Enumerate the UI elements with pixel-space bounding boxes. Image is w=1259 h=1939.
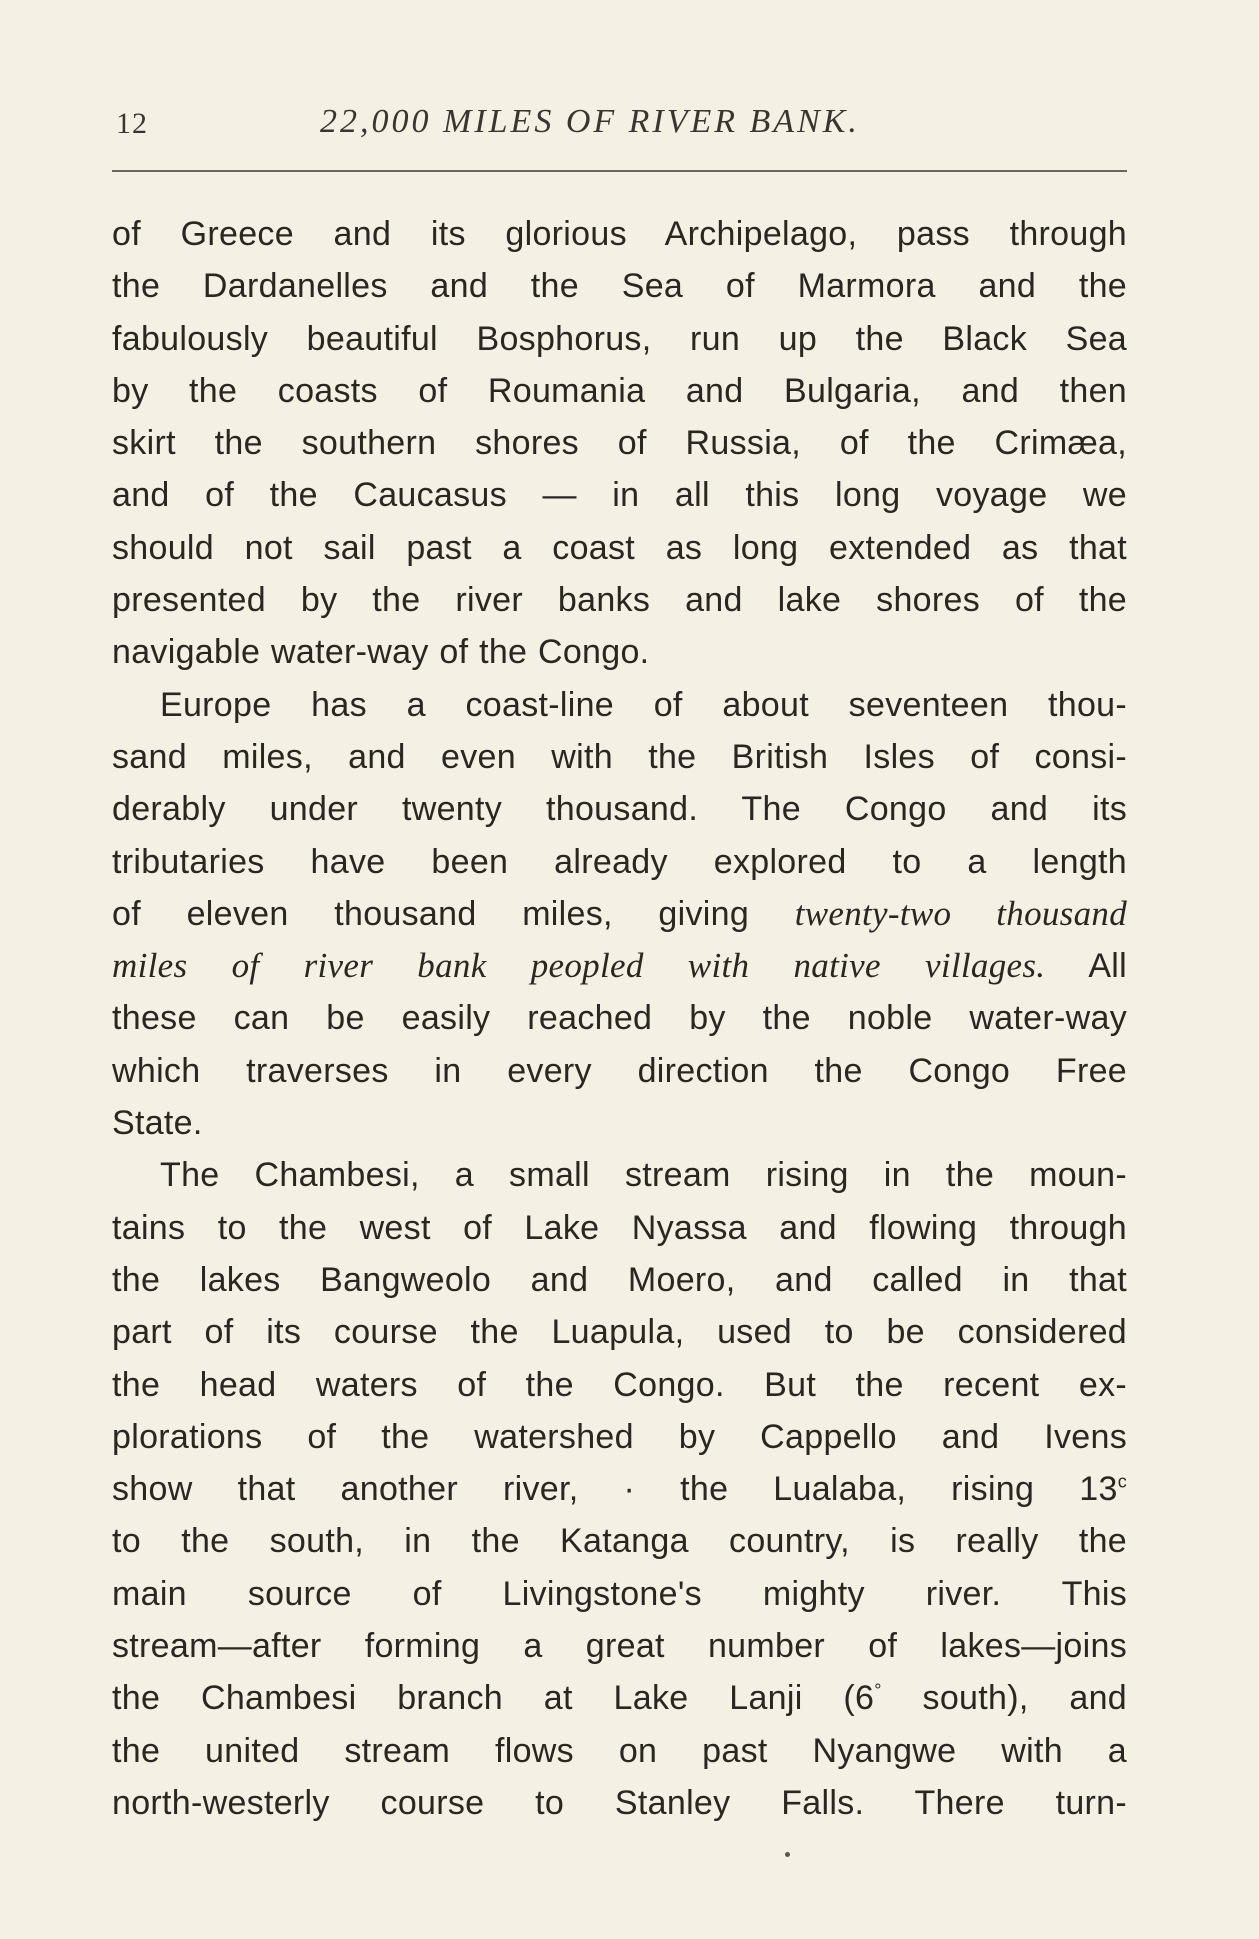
text-segment: the Chambesi branch at Lake Lanji (6 — [112, 1679, 875, 1718]
text-line: Europe has a coast-line of about seventeen thou- — [160, 685, 1127, 724]
text-line: navigable water-way of the Congo. — [112, 633, 650, 672]
text-line: main source of Livingstone's mighty river. This — [112, 1574, 1127, 1613]
text-segment: All — [1088, 947, 1127, 986]
text-line — [112, 1672, 1127, 1724]
degree-mark: c — [1117, 1471, 1127, 1492]
page-number: 12 — [116, 107, 148, 140]
text-line: skirt the southern shores of Russia, of the Crimæa, — [112, 424, 1127, 463]
text-line: these can be easily reached by the noble water-way — [112, 999, 1127, 1038]
text-line: to the south, in the Katanga country, is really the — [112, 1522, 1127, 1561]
text-line: stream—after forming a great number of lakes—joins — [112, 1627, 1127, 1666]
text-line: the lakes Bangweolo and Moero, and called in that — [112, 1260, 1127, 1299]
text-line: of Greece and its glorious Archipelago, pass through — [112, 215, 1127, 253]
printer-mark — [785, 1852, 790, 1857]
body-text — [112, 208, 1127, 1829]
text-line — [112, 888, 1127, 940]
text-line: plorations of the watershed by Cappello and Ivens — [112, 1417, 1127, 1456]
text-line: and of the Caucasus — in all this long voyage we — [112, 476, 1127, 515]
text-line: the united stream flows on past Nyangwe with a — [112, 1731, 1127, 1770]
text-line: north-westerly course to Stanley Falls. There turn- — [112, 1783, 1127, 1822]
text-segment: of eleven thousand miles, giving — [112, 894, 750, 933]
text-line: should not sail past a coast as long extended as that — [112, 528, 1127, 567]
text-line: by the coasts of Roumania and Bulgaria, and then — [112, 371, 1127, 410]
text-line: The Chambesi, a small stream rising in the moun- — [160, 1156, 1127, 1195]
text-line — [112, 940, 1127, 992]
text-line — [112, 1463, 1127, 1515]
text-line: tributaries have been already explored to a length — [112, 842, 1127, 881]
text-segment: show that another river, · the Lualaba, rising 13 — [112, 1470, 1118, 1509]
page-header — [112, 103, 1122, 153]
header-rule — [112, 170, 1127, 172]
text-line: part of its course the Luapula, used to be considered — [112, 1313, 1127, 1352]
degree-mark: ° — [874, 1680, 882, 1701]
text-line: tains to the west of Lake Nyassa and flowing through — [112, 1208, 1127, 1247]
text-line: the Dardanelles and the Sea of Marmora and the — [112, 267, 1127, 306]
text-line: sand miles, and even with the British Isles of consi- — [112, 737, 1127, 776]
italic-emphasis: twenty-two thousand — [794, 893, 1128, 933]
running-title: 22,000 MILES OF RIVER BANK. — [320, 103, 860, 140]
text-line: derably under twenty thousand. The Congo and its — [112, 790, 1127, 829]
text-segment: south), and — [881, 1679, 1127, 1718]
text-line: which traverses in every direction the Congo Free — [112, 1051, 1127, 1090]
text-line: the head waters of the Congo. But the recent ex- — [112, 1365, 1127, 1404]
text-line: presented by the river banks and lake shores of the — [112, 581, 1127, 620]
text-line: State. — [112, 1104, 203, 1143]
italic-emphasis: miles of river bank peopled with native villages. — [112, 946, 1046, 986]
text-line: fabulously beautiful Bosphorus, run up the Black Sea — [112, 319, 1127, 358]
